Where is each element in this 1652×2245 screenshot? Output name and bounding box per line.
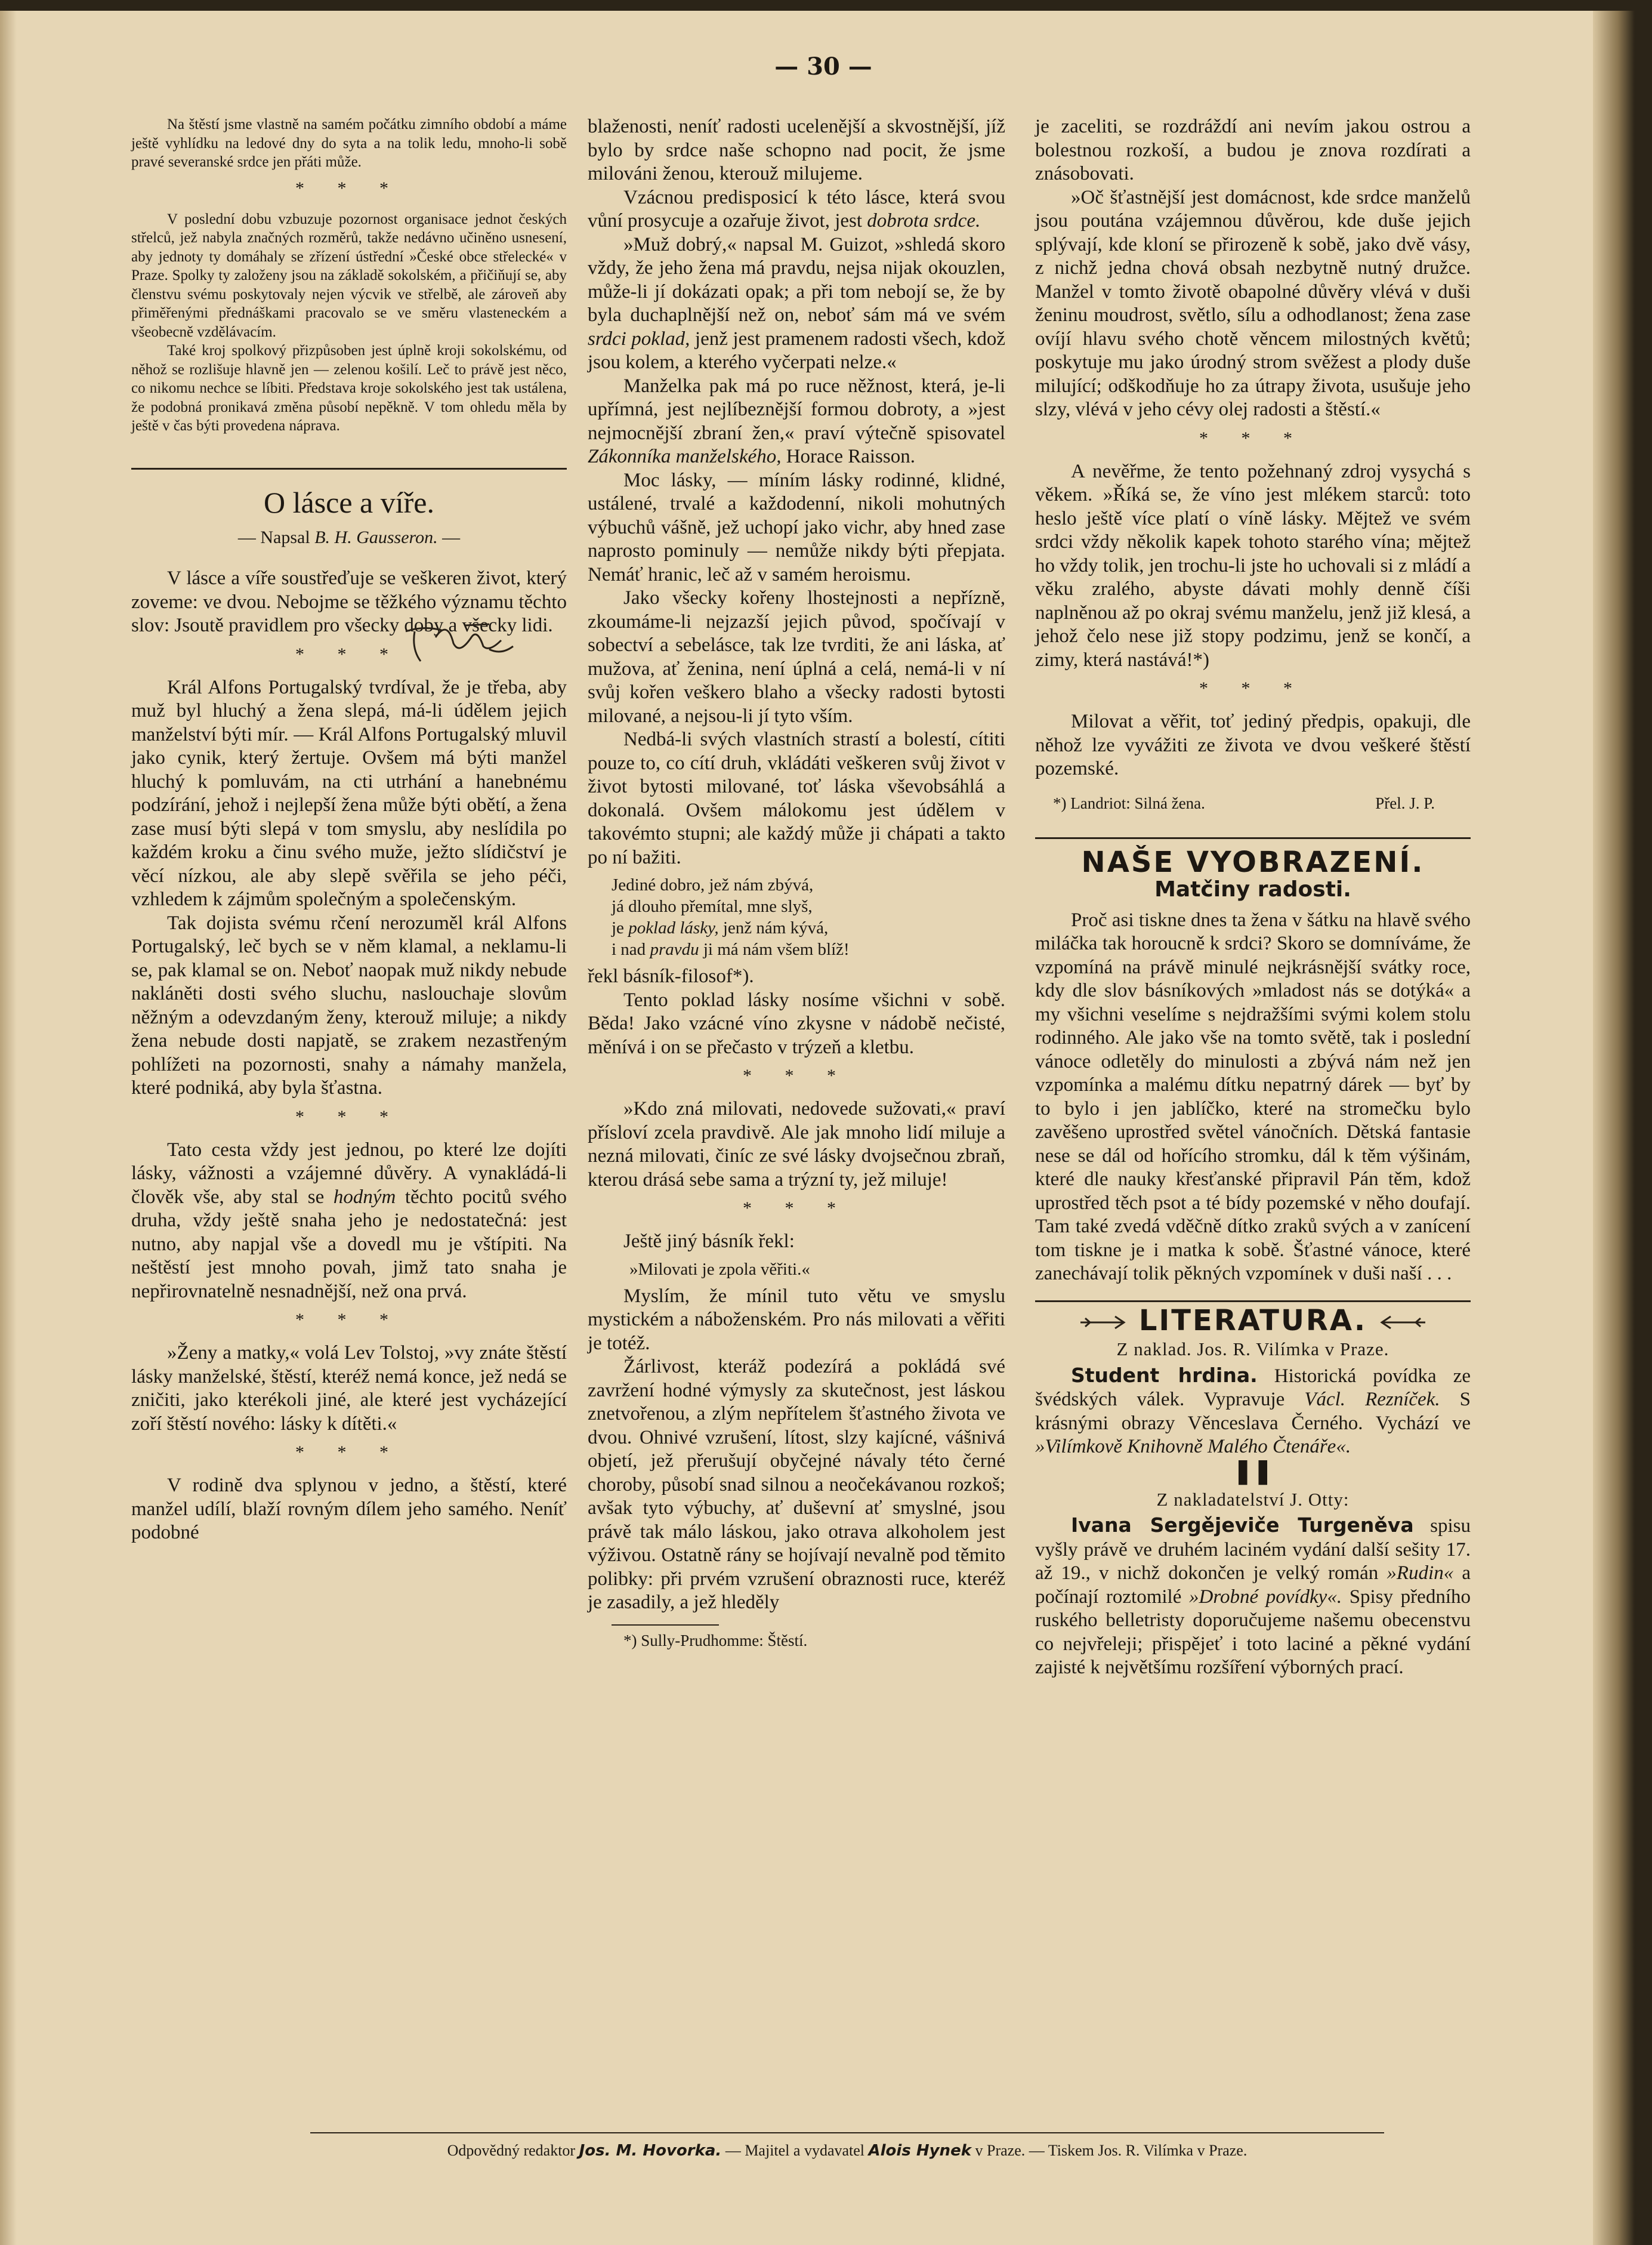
article-paragraph: »Oč šťastnější jest domácnost, kde srdce manželů jsou poutána vzájemnou důvěrou, kde duše jejich splývají, kde kloní se přirozeně k sobě, jako dvě vásy, z nichž jedna chová obsah nezbytně nutný družce. Manžel v tomto životě obapolné důvěry vlévá v duši ženinu moudrost, světlo, sílu a odhodlanost; žena zase ovíjí hlavu svého chotě věncem milostných květů; poskytuje mu jako úrodný strom svěžest a plody duše milující; odškodňuje ho za útrapy života, usušuje jeho slzy, vlévá v jeho cévy olej radosti a štěstí.« <box>1035 186 1471 420</box>
section-rule <box>1035 1300 1471 1302</box>
publisher-line: Z naklad. Jos. R. Vilímka v Praze. <box>1116 1339 1389 1359</box>
column-1 <box>131 115 567 1545</box>
page-edge-shadow <box>0 11 17 2245</box>
article-paragraph: Proč asi tiskne dnes ta žena v šátku na hlavě svého miláčka tak horoucně k srdci? Skoro se domníváme, že vzpomíná na právě minulé nejkrásnější svátky roce, kdy dle slov básníkových »mladost nás se dotýká« a my všichni veselíme s nejdražšími svými kolem stolu rodinného. Ale jako vše na tomto světě, tak i poslední vánoce odletěly do minulosti a zbývá nám než jen vzpomínka a malému dítku nepatrný dárek — byť by to bylo i jen jablíčko, které na stromečku bylo zavěšeno uprostřed světel vánočních. Dětská fantasie nese se dál od hořícího stromku, dál k těm výšinám, které dle nauky křesťanské připravil Pán těm, kdož uprostřed těch psot a té bídy pozemské v něho doufají. Tam také zvedá vděčně dítko zraků svých a v zanícení tom tiskne je i matka k sobě. Šťastné vánoce, které zanechávají tolik pěkných vzpomínek v duši naší . . . <box>1035 909 1471 1284</box>
article-paragraph: »Kdo zná milovati, nedovede sužovati,« praví přísloví zcela pravdivě. Ale jak mnoho lidí miluje a nezná milovati, činíc ze své lásky dvojsečnou zbraň, kterou drásá sebe sama a trýzní ty, jež miluje! <box>588 1098 1005 1191</box>
article-paragraph: Manželka pak má po ruce něžnost, která, je-li upřímná, jest nejlíbeznější formou dobroty, a »jest nejmocnější zbraní žen,« praví výtečně spisovatel Zákonníka manželského, Horace Raisson. <box>588 375 1005 467</box>
article-paragraph: V rodině dva splynou v jedno, a štěstí, které manžel udílí, blaží rovným dílem jeho samého. Neníť podobné <box>131 1475 567 1543</box>
section-subheading: Matčiny radosti. <box>1154 877 1351 902</box>
column-2 <box>588 115 1005 1651</box>
article-paragraph: A nevěřme, že tento požehnaný zdroj vysychá s věkem. »Říká se, že víno jest mlékem starců: toto heslo ještě více platí o víně lásky. Mějtež ve svém srdci vždy několik kapek tohoto starého vína; mějtež ho vždy tolik, jen trochu-li jste ho uchovali si z mládí a věku zralého, abyste dávati mohly denně číši naplněnou až po okraj svému manželu, jenž již klesá, a jehož čelo nese již stopy podzimu, jenž se končí, a zimy, která nastává!*) <box>1035 460 1471 671</box>
quote-line: »Milovati je zpola věřiti.« <box>629 1259 810 1279</box>
article-paragraph: Tato cesta vždy jest jednou, po které lze dojíti lásky, vážnosti a vzájemné důvěry. A vynakládá-li člověk vše, aby stal se hodným těchto pocitů svého druha, vždy ještě snaha jeho je nedostatečná: jest nutno, aby napjal vše a dovedl mu je vštípiti. Na neštěstí jest mnoho povah, jimž tato snaha je nepřirovnatelně nesnadnější, než ona prvá. <box>131 1139 567 1302</box>
footnote: *) Sully-Prudhomme: Štěstí. <box>623 1631 808 1649</box>
article-paragraph: Myslím, že mínil tuto větu ve smyslu mystickém a náboženském. Pro nás milovati a věřiti je totéž. <box>588 1285 1005 1354</box>
arrow-ornament-icon <box>1079 1313 1127 1331</box>
section-rule <box>1035 837 1471 839</box>
article-paragraph: Tak dojista svému rčení nerozuměl král Alfons Portugalský, leč bych se v něm klamal, a neklamu-li se, pak klamal se on. Neboť naopak muž nikdy nebude nakláněti dosti svého sluchu, naslouchaje slovům něžným a odevzdaným ženy, kterouž miluje; a nikdy žena nebude dosti napjatě, se zrakem nezastřeným pohlížeti na pozornosti, snahy a námahy manžela, které podniká, aby byla šťastna. <box>131 912 567 1099</box>
binding-gutter <box>1593 11 1635 2245</box>
poem-quote <box>612 874 1005 960</box>
section-heading: NAŠE VYOBRAZENÍ. <box>1081 845 1425 879</box>
article-title: O lásce a víře. <box>264 485 434 519</box>
article-paragraph: Vzácnou predisposicí k této lásce, která svou vůní prosycuje a ozařuje život, jest dobrota srdce. <box>588 186 1005 232</box>
book-notice: Ivana Sergějeviče Turgeněva spisu vyšly právě ve druhém laciném vydání další sešity 17. až 19., v nichž dokončen je velký román »Rudin« a počínají roztomilé »Drobné povídky«. Spisy předního ruského belletristy doporučujeme našemu obecenstvu co nejvřeleji; přispějeť i toto laciné a pěkné vydání zajisté k největšímu rozšíření výborných prací. <box>1035 1513 1471 1678</box>
article-paragraph: Milovat a věřit, toť jediný předpis, opakuji, dle něhož lze vyvážiti ze života ve dvou veškeré štěstí pozemské. <box>1035 711 1471 779</box>
footnote: *) Landriot: Silná žena. Přel. J. P. <box>1053 794 1435 812</box>
page-footer: Odpovědný redaktor Jos. M. Hovorka. — Majitel a vydavatel Alois Hynek v Praze. — Tiskem Jos. R. Vilímka v Praze. <box>310 2132 1384 2160</box>
article-paragraph: Jako všecky kořeny lhostejnosti a nepřízně, zkoumáme-li nejzazší jejich původ, spočívají v sobectví a sebelásce, tak lze tvrditi, že ani láska, ať mužova, ať ženina, není úplná a celá, nemá-li v ní svůj kořen veškero blaho a všecky radosti bytosti milované, a nejsou-li jí tyto vším. <box>588 587 1005 727</box>
section-asterisks: * * * <box>743 1066 850 1086</box>
article-paragraph: Moc lásky, — míním lásky rodinné, klidné, ustálené, trvalé a každodenní, nikoli mohutných výbuchů vášně, jež uchopí jako vichr, aby hned zase naprosto pominuly — nemůže nikdy býti přepjata. Nemáť hranic, leč až v samém heroismu. <box>588 469 1005 585</box>
section-asterisks: * * * <box>743 1198 850 1218</box>
handwritten-signature <box>400 613 519 667</box>
article-paragraph: Nedbá-li svých vlastních strastí a bolestí, cítiti pouze to, co cítí druh, vkládáti veškeren svůj život v život bytosti milované, toť láska vševobsáhlá a dokonalá. Ovšem málokomu jest údělem v takovémto stupni; ale každý může ji chápati a takto po ní bažiti. <box>588 729 1005 868</box>
article-paragraph: řekl básník-filosof*). <box>588 966 754 987</box>
article-paragraph: je zaceliti, se rozdráždí ani nevím jakou ostrou a bolestnou rozkoší, a budou je znova rozdírati a znásobovati. <box>1035 116 1471 184</box>
column-paragraph: V poslední dobu vzbuzuje pozornost organisace jednot českých střelců, jež nabyla značných rozměrů, takže nedávno učiněno usnesení, aby jednoty ty domáhaly se zřízení ústřední »České obce střelecké« v Praze. Spolky ty založeny jsou na základě sokolském, a přičiňují se, aby členstvu svému poskytovaly nejen výcvik ve střelbě, ale zároveň aby přiměřenými přednáškami pracovalo se ve směru vlasteneckém a všeobecně vzdělávacím. <box>131 211 567 340</box>
publisher-line: Z nakladatelství J. Otty: <box>1156 1488 1350 1510</box>
article-paragraph: V lásce a víře soustřeďuje se veškeren život, který zoveme: ve dvou. Nebojme se těžkého významu těchto slov: Jsoutě pravidlem pro všecky doby a všecky lidi. <box>131 568 567 636</box>
section-asterisks: * * * <box>295 644 403 664</box>
literature-heading: LITERATURA. <box>1035 1309 1471 1333</box>
poem-line: já dlouho přemítal, mne slyš, <box>612 897 813 916</box>
article-paragraph: Tento poklad lásky nosíme všichni v sobě. Běda! Jako vzácné víno zkysne v nádobě nečisté, měnívá i on se přečasto v trýzeň a kletbu. <box>588 989 1005 1058</box>
column-3 <box>1035 115 1471 1680</box>
author-name: B. H. Gausseron. <box>314 527 438 547</box>
column-paragraph: Na štěstí jsme vlastně na samém počátku zimního období a máme ještě vyhlídku na ledové dny do syta a na tolik ledu, mnoho-li sobě pravé severanské srdce jen přáti může. <box>131 116 567 170</box>
poem-line: i nad pravdu ji má nám všem blíž! <box>612 940 850 959</box>
article-paragraph: Ještě jiný básník řekl: <box>623 1231 795 1252</box>
section-asterisks: * * * <box>295 1442 403 1462</box>
article-paragraph: blaženosti, neníť radosti ucelenější a skvostnější, jíž bylo by srdce naše schopno nad pocit, že jsme milováni ženou, kterouž milujeme. <box>588 116 1005 184</box>
article-paragraph: Žárlivost, kteráž podezírá a pokládá své zavržení hodné výmysly za skutečnost, jest láskou znetvořenou, a zlým nepřítelem šťastného života ve dvou. Ohnivé vzrušení, lítost, slzy kajícné, vášnivá objetí, jež přerušují obyčejné návaly této černé choroby, působí snad silnou a neočekávanou rozkoš; avšak tyto výbuchy, ať duševní ať smyslné, jsou právě tak málo láskou, jako otrava alkoholem jest výživou. Ostatně rány se hojívají nevalně pod těmito polibky: při prvém vzrušení obraznosti ruce, kteréž je zasadily, a jež hleděly <box>588 1356 1005 1613</box>
arrow-ornament-icon <box>1379 1313 1426 1331</box>
poem-line: je poklad lásky, jenž nám kývá, <box>612 918 829 938</box>
page-number: — 30 — <box>774 53 872 81</box>
section-asterisks: * * * <box>1199 679 1307 698</box>
book-notice: Student hrdina. Historická povídka ze švédských válek. Vypravuje Václ. Rezníček. S krásnými obrazy Věnceslava Černého. Vychází ve »Vilímkově Knihovně Malého Čtenáře«. <box>1035 1363 1471 1457</box>
footnote-separator <box>612 1624 719 1626</box>
article-paragraph: Král Alfons Portugalský tvrdíval, že je třeba, aby muž byl hluchý a žena slepá, má-li údělem jejich manželství býti mír. — Král Alfons Portugalský mluvil jako cynik, který žertuje. Ovšem má býti manžel hluchý k pomluvám, na cti utrhání a hanebnému podzírání, jehož i nejlepší žena může býti obětí, a žena zase musí býti slepá v tom smyslu, aby neslídila po každém kroku a činu svého muže, ježto slídičství je věcí nízkou, ale aby slepě svěřila se jeho péči, vzhledem k zájmům společným a společenským. <box>131 676 567 910</box>
article-byline: — Napsal B. H. Gausseron. — <box>237 527 461 547</box>
section-asterisks: * * * <box>1199 428 1307 448</box>
section-rule <box>131 468 567 470</box>
section-asterisks: * * * <box>295 178 403 198</box>
magazine-page <box>0 11 1635 2245</box>
divider-ornament: ❚❚ <box>1233 1457 1273 1484</box>
article-paragraph: »Muž dobrý,« napsal M. Guizot, »shledá skoro vždy, že jeho žena má pravdu, nejsa nijak okouzlen, může-li jí dokázati opak; a při tom nebojí se, že by byla duchaplnější než on, neboť sám má ve svém srdci poklad, jenž jest pramenem radosti všech, kdož jsou kolem, a kterého vyčerpati nelze.« <box>588 233 1006 373</box>
article-paragraph: »Ženy a matky,« volá Lev Tolstoj, »vy znáte štěstí lásky manželské, štěstí, kteréž nemá konce, jež nedá se zničiti, jako kterékoli jiné, ale které jest vycházející zoří štěstí nového: lásky k dítěti.« <box>131 1342 567 1435</box>
section-asterisks: * * * <box>295 1310 403 1330</box>
section-asterisks: * * * <box>295 1106 403 1127</box>
column-paragraph: Také kroj spolkový přizpůsoben jest úplně kroji sokolskému, od něhož se rozlišuje hlavně jen — zelenou košilí. Leč to právě jest něco, co nikomu nechce se líbiti. Představa kroje sokolského jest tak ustálena, že podobná pronikavá změna působí nepěkně. V tom ohledu měla by ještě v čas býti provedena náprava. <box>131 343 567 434</box>
poem-line: Jediné dobro, jež nám zbývá, <box>612 875 814 895</box>
